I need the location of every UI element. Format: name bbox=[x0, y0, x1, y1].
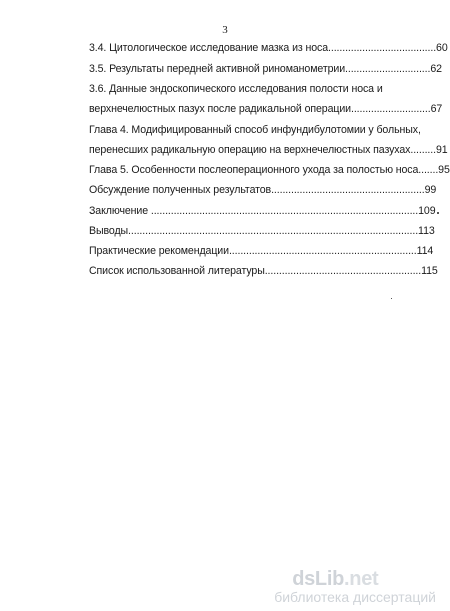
scan-speck bbox=[391, 298, 392, 299]
toc-entry-3-6: 3.6. Данные эндоскопического исследования полости носа и bbox=[89, 83, 383, 95]
toc-entry-recommendations: Практические рекомендации..................................................................114 bbox=[89, 245, 434, 257]
toc-entry-conclusion: Заключение ..............................................................................................109 bbox=[89, 205, 436, 217]
toc-entry-discussion: Обсуждение полученных результатов......................................................99 bbox=[89, 184, 437, 196]
toc-entry-3-6-continued: верхнечелюстных пазух после радикальной операции............................67 bbox=[89, 103, 443, 115]
watermark-logo: dsLib.net bbox=[292, 568, 379, 590]
toc-entry-3-4: 3.4. Цитологическое исследование мазка из носа......................................60 bbox=[89, 42, 448, 54]
page-number: 3 bbox=[222, 24, 228, 36]
scan-speck bbox=[437, 212, 439, 214]
toc-entry-chapter-5: Глава 5. Особенности послеоперационного ухода за полостью носа.......95 bbox=[89, 164, 450, 176]
watermark bbox=[274, 568, 436, 605]
toc-entry-3-5: 3.5. Результаты передней активной риноманометрии..............................62 bbox=[89, 63, 442, 75]
toc-entry-chapter-4-continued: перенесших радикальную операцию на верхнечелюстных пазухах.........91 bbox=[89, 144, 448, 156]
toc-entry-findings: Выводы......................................................................................................113 bbox=[89, 225, 435, 237]
toc-entry-chapter-4: Глава 4. Модифицированный способ инфундибулотомии у больных, bbox=[89, 124, 421, 136]
toc-entry-references: Список использованной литературы.......................................................115 bbox=[89, 265, 438, 277]
watermark-subtitle: библиотека диссертаций bbox=[274, 589, 436, 605]
